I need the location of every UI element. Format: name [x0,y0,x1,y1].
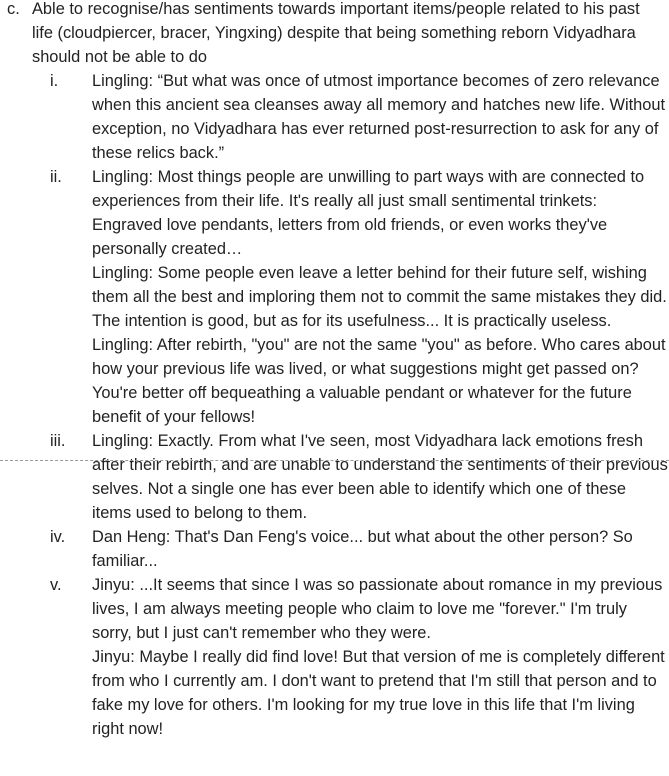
sublist-item-iii [0,429,669,525]
dialogue-paragraph: Lingling: “But what was once of utmost importance becomes of zero relevance when this ancient sea cleanses away all memory and hatches new life. Without exception, no Vidyadhara has ever returned post-resurrection to ask for any of these relics back.” [92,72,666,162]
sublist-item-i [0,69,669,165]
page-break-divider [0,460,669,461]
sublist-item-ii [0,165,669,429]
sublist-item-iv [0,525,669,573]
sublist-marker: ii. [50,168,62,186]
dialogue-paragraph: Jinyu: ...It seems that since I was so passionate about romance in my previous lives, I am always meeting people who claim to love me "forever." I'm truly sorry, but I just can't remember who they were. [92,576,663,642]
list-item-text: Able to recognise/has sentiments towards important items/people related to his past life (cloudpiercer, bracer, Yingxing) despite that being something reborn Vidyadhara should not be able to do [32,0,640,66]
list-marker: c. [7,0,20,18]
sublist-item-v [0,573,669,741]
sublist-marker: v. [50,576,62,594]
dialogue-paragraph: Lingling: Most things people are unwilling to part ways with are connected to experiences from their life. It's really all just small sentimental trinkets: Engraved love pendants, letters from old friends, or even works they've personally created… [92,168,645,258]
sublist-marker: iv. [50,528,66,546]
dialogue-paragraph: Lingling: After rebirth, "you" are not the same "you" as before. Who cares about how your previous life was lived, or what suggestions might get passed on? You're better off bequeathing a valuable pendant or whatever for the future benefit of your fellows! [92,336,666,426]
dialogue-paragraph: Lingling: Exactly. From what I've seen, most Vidyadhara lack emotions fresh after their rebirth, and are unable to understand the sentiments of their previous selves. Not a single one has ever been able to identify which one of these items used to belong to them. [92,432,668,522]
dialogue-paragraph: Lingling: Some people even leave a letter behind for their future self, wishing them all the best and imploring them not to commit the same mistakes they did. The intention is good, but as for its usefulness... It is practically useless. [92,264,667,330]
sublist-marker: iii. [50,432,66,450]
list-item-c [0,0,669,69]
sublist-marker: i. [50,72,59,90]
dialogue-paragraph: Jinyu: Maybe I really did find love! But that version of me is completely different from who I currently am. I don't want to pretend that I'm still that person and to fake my love for others. I'm looking for my true love in this life that I'm living right now! [92,648,665,738]
dialogue-paragraph: Dan Heng: That's Dan Feng's voice... but what about the other person? So familiar... [92,528,633,570]
